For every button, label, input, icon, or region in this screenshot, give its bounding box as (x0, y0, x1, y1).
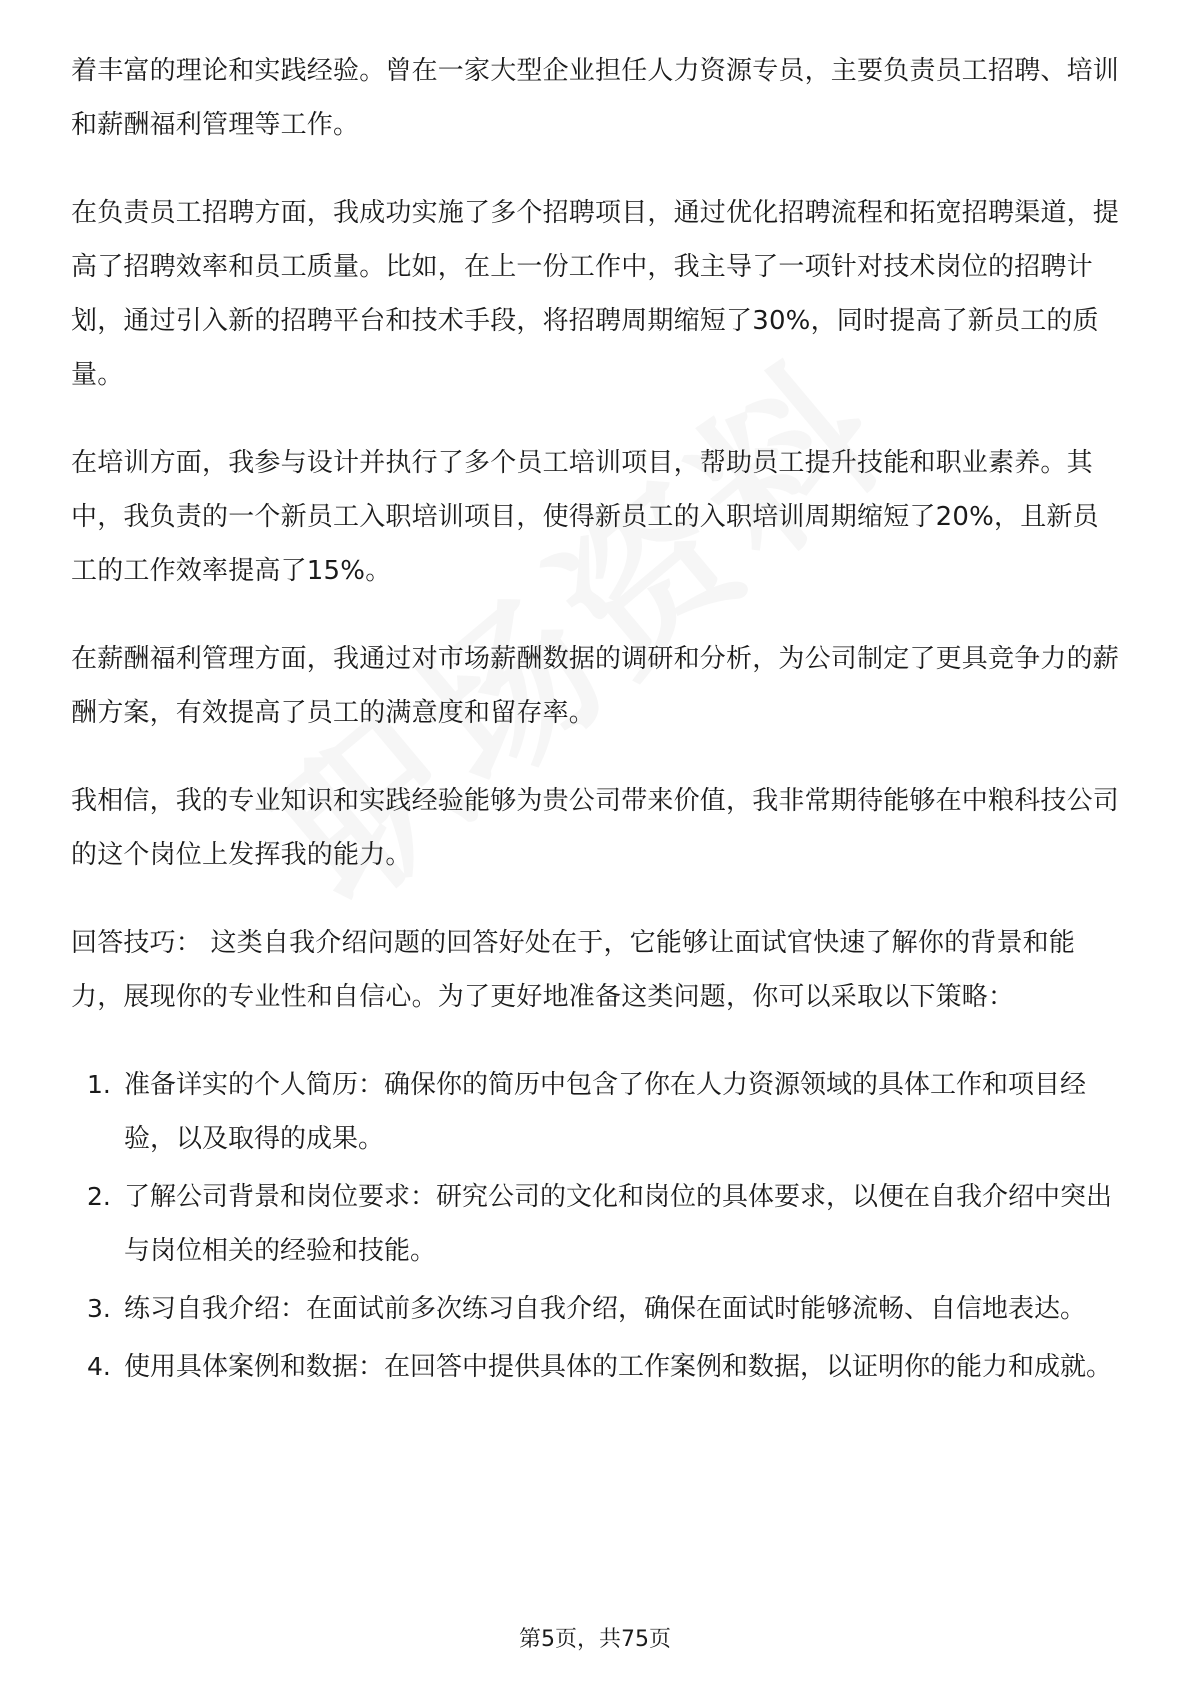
list-item-text: 使用具体案例和数据：在回答中提供具体的工作案例和数据，以证明你的能力和成就。 (124, 1352, 1113, 1382)
list-item-text: 准备详实的个人简历：确保你的简历中包含了你在人力资源领域的具体工作和项目经验，以及取得的成果。 (124, 1070, 1087, 1154)
list-item (71, 1340, 1121, 1394)
paragraph: 回答技巧： 这类自我介绍问题的回答好处在于，它能够让面试官快速了解你的背景和能力，展现你的专业性和自信心。为了更好地准备这类问题，你可以采取以下策略： (71, 928, 1076, 1012)
list-item-number: 3. (87, 1294, 111, 1323)
page-number-footer: 第5页，共75页 (519, 1627, 671, 1652)
paragraph: 我相信，我的专业知识和实践经验能够为贵公司带来价值，我非常期待能够在中粮科技公司的这个岗位上发挥我的能力。 (71, 786, 1120, 870)
list-item (71, 1282, 1121, 1336)
paragraph: 着丰富的理论和实践经验。曾在一家大型企业担任人力资源专员，主要负责员工招聘、培训和薪酬福利管理等工作。 (71, 56, 1120, 140)
list-item-text: 练习自我介绍：在面试前多次练习自我介绍，确保在面试时能够流畅、自信地表达。 (124, 1294, 1087, 1324)
paragraph: 在负责员工招聘方面，我成功实施了多个招聘项目，通过优化招聘流程和拓宽招聘渠道，提高了招聘效率和员工质量。比如，在上一份工作中，我主导了一项针对技术岗位的招聘计划，通过引入新的招聘平台和技术手段，将招聘周期缩短了30%，同时提高了新员工的质量。 (71, 198, 1120, 390)
body-content (71, 44, 1121, 1398)
list-item-number: 1. (87, 1070, 111, 1099)
tips-list (71, 1058, 1121, 1394)
list-item-text: 了解公司背景和岗位要求：研究公司的文化和岗位的具体要求，以便在自我介绍中突出与岗位相关的经验和技能。 (124, 1182, 1113, 1266)
list-item (71, 1170, 1121, 1278)
paragraph: 在培训方面，我参与设计并执行了多个员工培训项目，帮助员工提升技能和职业素养。其中，我负责的一个新员工入职培训项目，使得新员工的入职培训周期缩短了20%，且新员工的工作效率提高了15%。 (71, 448, 1099, 586)
list-item-number: 2. (87, 1182, 111, 1211)
paragraph: 在薪酬福利管理方面，我通过对市场薪酬数据的调研和分析，为公司制定了更具竞争力的薪酬方案，有效提高了员工的满意度和留存率。 (71, 644, 1120, 728)
list-item-number: 4. (87, 1352, 111, 1381)
list-item (71, 1058, 1121, 1166)
